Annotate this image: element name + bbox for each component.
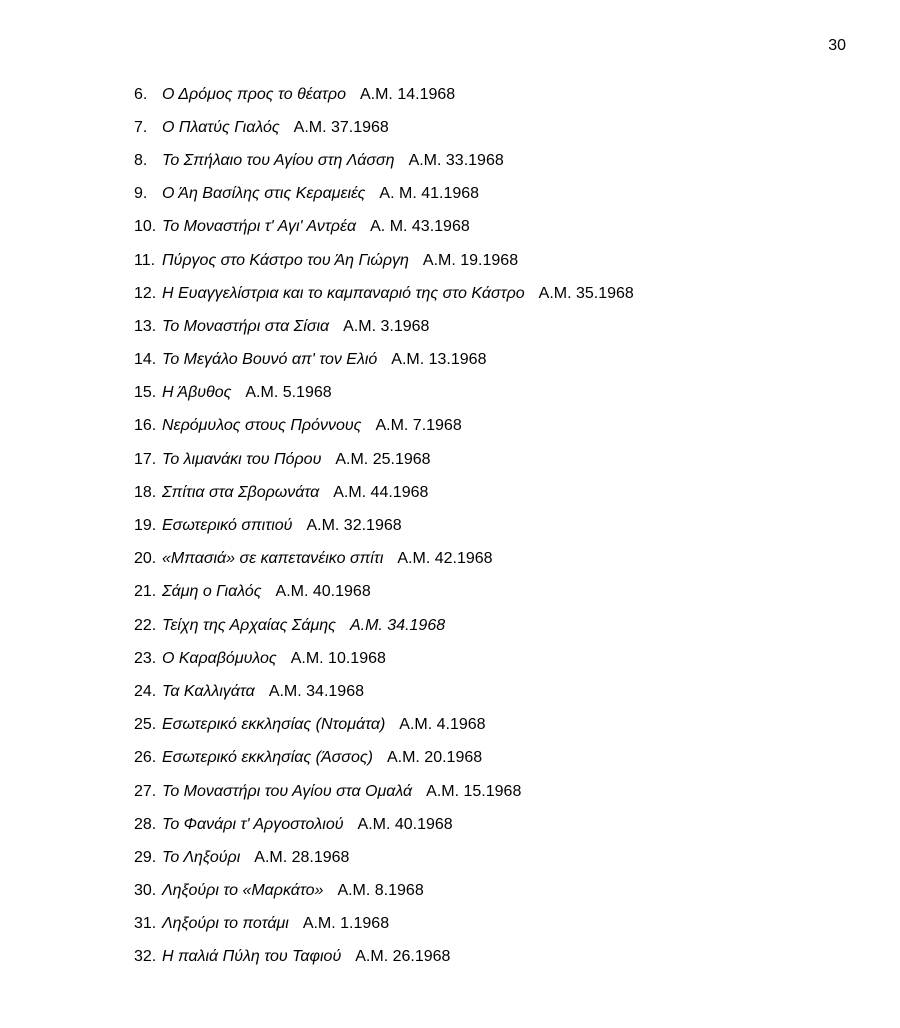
entry-code: Α.Μ. 1.1968 xyxy=(302,915,390,933)
entry-title: Εσωτερικό εκκλησίας (Ντομάτα) xyxy=(162,716,386,734)
list-item xyxy=(134,476,634,509)
list-item xyxy=(134,775,634,808)
entry-title: Τα Καλλιγάτα xyxy=(162,682,255,700)
entry-number: 25. xyxy=(134,716,157,734)
list-item xyxy=(134,908,634,941)
entry-code: Α.Μ. 37.1968 xyxy=(293,118,389,136)
entry-number: 22. xyxy=(134,616,157,634)
entry-title: Η Άβυθος xyxy=(162,384,232,402)
entry-number: 16. xyxy=(134,417,157,435)
entry-code: Α.Μ. 32.1968 xyxy=(306,517,402,535)
entry-number: 17. xyxy=(134,450,157,468)
entry-title: Τείχη της Αρχαίας Σάμης xyxy=(162,616,336,634)
page-number: 30 xyxy=(828,37,846,54)
entry-number: 32. xyxy=(134,948,157,966)
list-item xyxy=(134,576,634,609)
entry-number: 12. xyxy=(134,284,157,302)
entry-title: Ο Πλατύς Γιαλός xyxy=(162,118,280,136)
entry-code: Α.Μ. 42.1968 xyxy=(397,550,493,568)
list-item xyxy=(134,111,634,144)
list-item xyxy=(134,178,634,211)
entry-number: 27. xyxy=(134,782,157,800)
entry-code: Α.Μ. 14.1968 xyxy=(359,85,456,103)
entry-list xyxy=(134,78,634,974)
entry-code: Α.Μ. 8.1968 xyxy=(337,882,424,900)
entry-title: Πύργος στο Κάστρο του Άη Γιώργη xyxy=(162,251,409,269)
entry-number: 10. xyxy=(134,218,157,236)
entry-code: Α.Μ. 20.1968 xyxy=(386,749,483,767)
entry-code: Α.Μ. 33.1968 xyxy=(408,151,504,169)
entry-number: 15. xyxy=(134,384,157,402)
list-item xyxy=(134,841,634,874)
entry-title: Το λιμανάκι του Πόρου xyxy=(162,450,322,468)
entry-code: Α.Μ. 34.1968 xyxy=(268,682,364,700)
entry-code: Α.Μ. 35.1968 xyxy=(538,284,634,302)
entry-title: Το Μοναστήρι τ' Αγι' Αντρέα xyxy=(162,218,357,236)
list-item xyxy=(134,875,634,908)
entry-title: Σπίτια στα Σβορωνάτα xyxy=(162,483,320,501)
entry-number: 28. xyxy=(134,815,157,833)
list-item xyxy=(134,941,634,974)
entry-code: Α.Μ. 44.1968 xyxy=(333,483,429,501)
list-item xyxy=(134,443,634,476)
entry-title: Το Μοναστήρι του Αγίου στα Ομαλά xyxy=(162,782,413,800)
entry-title: Ληξούρι το ποτάμι xyxy=(162,915,289,933)
list-item xyxy=(134,675,634,708)
list-item xyxy=(134,244,634,277)
entry-code: Α.Μ. 34.1968 xyxy=(349,616,446,634)
list-item xyxy=(134,144,634,177)
entry-title: Ο Άη Βασίλης στις Κεραμειές xyxy=(162,185,366,203)
entry-code: Α.Μ. 3.1968 xyxy=(343,317,430,335)
entry-code: Α.Μ. 26.1968 xyxy=(355,948,451,966)
entry-code: Α.Μ. 40.1968 xyxy=(275,583,371,601)
entry-number: 6. xyxy=(134,85,148,103)
entry-number: 29. xyxy=(134,848,157,866)
entry-code: Α.Μ. 19.1968 xyxy=(422,251,519,269)
list-item xyxy=(134,609,634,642)
list-item xyxy=(134,377,634,410)
entry-number: 7. xyxy=(134,118,148,136)
entry-number: 14. xyxy=(134,351,157,369)
entry-title: Ο Καραβόμυλος xyxy=(162,649,277,667)
entry-code: Α.Μ. 4.1968 xyxy=(399,716,486,734)
list-item xyxy=(134,808,634,841)
entry-code: Α.Μ. 5.1968 xyxy=(245,384,332,402)
entry-title: Νερόμυλος στους Πρόννους xyxy=(162,417,362,435)
entry-code: Α.Μ. 7.1968 xyxy=(375,417,462,435)
list-item xyxy=(134,410,634,443)
entry-number: 21. xyxy=(134,583,157,601)
entry-title: Σάμη ο Γιαλός xyxy=(162,583,262,601)
entry-code: Α.Μ. 10.1968 xyxy=(290,649,386,667)
entry-number: 13. xyxy=(134,317,157,335)
list-item xyxy=(134,709,634,742)
entry-code: Α.Μ. 15.1968 xyxy=(426,782,522,800)
entry-number: 11. xyxy=(134,251,156,269)
entry-title: Το Ληξούρι xyxy=(162,848,241,866)
entry-code: Α.Μ. 13.1968 xyxy=(391,351,487,369)
entry-title: Εσωτερικό εκκλησίας (Άσσος) xyxy=(162,749,373,767)
entry-number: 20. xyxy=(134,550,157,568)
entry-number: 30. xyxy=(134,882,157,900)
entry-number: 9. xyxy=(134,185,148,203)
entry-code: Α.Μ. 28.1968 xyxy=(254,848,350,866)
list-item xyxy=(134,277,634,310)
entry-title: Ο Δρόμος προς το θέατρο xyxy=(162,85,346,103)
entry-code: Α. Μ. 41.1968 xyxy=(379,185,480,203)
entry-code: Α. Μ. 43.1968 xyxy=(370,218,470,236)
entry-number: 26. xyxy=(134,749,157,767)
entry-title: Το Μεγάλο Βουνό απ' τον Ελιό xyxy=(162,351,378,369)
entry-title: «Μπασιά» σε καπετανέικο σπίτι xyxy=(162,550,384,568)
list-item xyxy=(134,78,634,111)
list-item xyxy=(134,344,634,377)
entry-title: Η παλιά Πύλη του Ταφιού xyxy=(162,948,342,966)
entry-title: Η Ευαγγελίστρια και το καμπαναριό της στο Κάστρο xyxy=(162,284,525,302)
entry-title: Το Μοναστήρι στα Σίσια xyxy=(162,317,330,335)
entry-number: 8. xyxy=(134,151,148,169)
list-item xyxy=(134,509,634,542)
entry-number: 18. xyxy=(134,483,157,501)
list-item xyxy=(134,543,634,576)
list-item xyxy=(134,310,634,343)
entry-number: 31. xyxy=(134,915,157,933)
entry-number: 23. xyxy=(134,649,157,667)
list-item xyxy=(134,211,634,244)
entry-title: Το Σπήλαιο του Αγίου στη Λάσση xyxy=(162,151,395,169)
list-item xyxy=(134,642,634,675)
entry-title: Εσωτερικό σπιτιού xyxy=(162,517,293,535)
entry-number: 24. xyxy=(134,682,157,700)
entry-code: Α.Μ. 40.1968 xyxy=(357,815,453,833)
entry-title: Ληξούρι το «Μαρκάτο» xyxy=(162,882,324,900)
list-item xyxy=(134,742,634,775)
entry-title: Το Φανάρι τ' Αργοστολιού xyxy=(162,815,344,833)
entry-number: 19. xyxy=(134,517,157,535)
entry-code: Α.Μ. 25.1968 xyxy=(335,450,431,468)
